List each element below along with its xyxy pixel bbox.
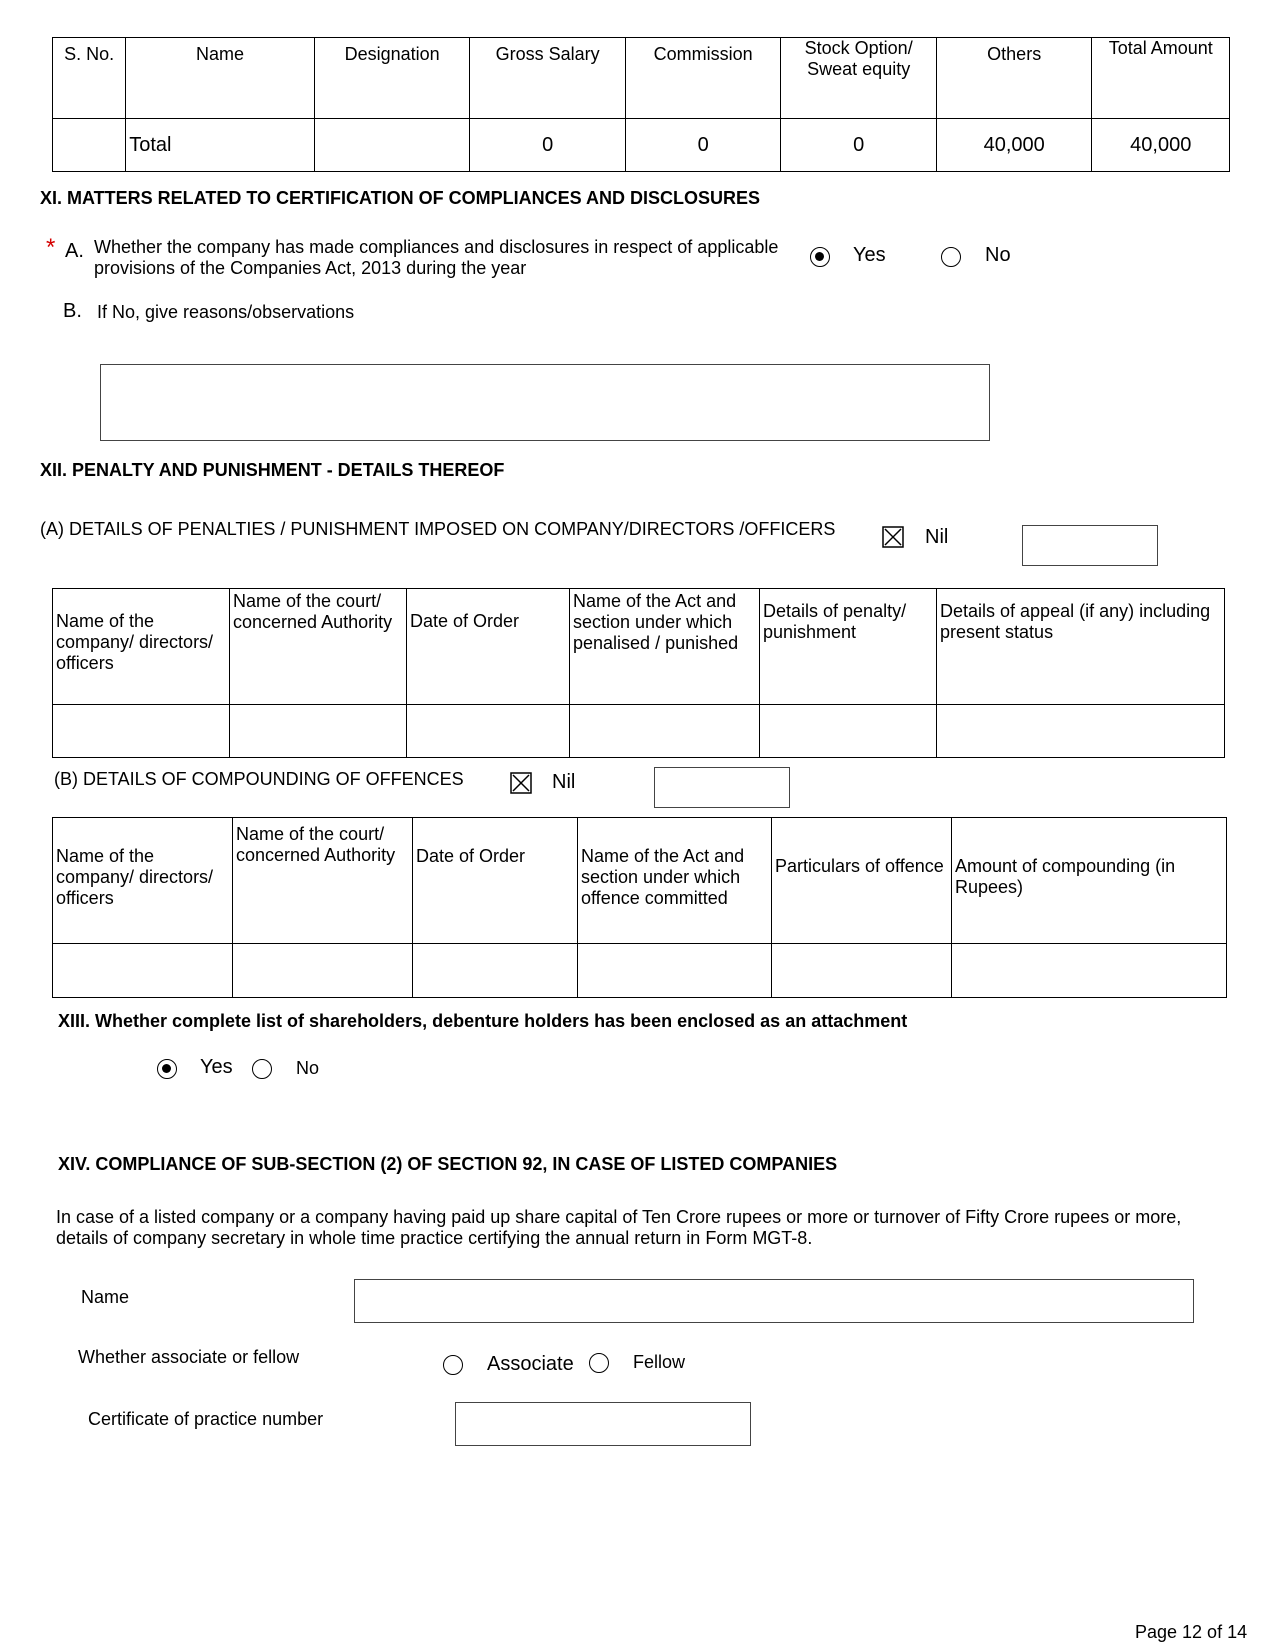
total-gross-salary: 0	[470, 119, 626, 172]
compounding-cell[interactable]	[578, 944, 772, 998]
header-gross-salary: Gross Salary	[470, 38, 626, 119]
xii-a-nil-checkbox[interactable]	[882, 526, 904, 548]
section-xiv-description: In case of a listed company or a company having paid up share capital of Ten Crore rupees or more or turnover of Fifty Crore rupees or more, details of company secretary in whole time practice certifying the annual return in Form MGT-8.	[56, 1207, 1182, 1248]
xiv-cop-field[interactable]	[455, 1402, 751, 1446]
total-commission: 0	[625, 119, 781, 172]
xii-b-title: (B) DETAILS OF COMPOUNDING OF OFFENCES	[54, 769, 464, 789]
xiv-associate-radio[interactable]	[443, 1355, 463, 1375]
penalties-table	[52, 588, 1225, 758]
compounding-header-particulars: Particulars of offence	[772, 818, 952, 944]
compounding-cell[interactable]	[772, 944, 952, 998]
total-stock-option: 0	[781, 119, 937, 172]
xi-a-yes-radio[interactable]	[810, 247, 830, 267]
xii-a-title: (A) DETAILS OF PENALTIES / PUNISHMENT IMPOSED ON COMPANY/DIRECTORS /OFFICERS	[40, 519, 836, 539]
xiv-fellow-label: Fellow	[633, 1352, 686, 1372]
compounding-cell[interactable]	[233, 944, 413, 998]
penalties-cell[interactable]	[230, 705, 407, 758]
xi-a-no-radio[interactable]	[941, 247, 961, 267]
penalties-header-row	[53, 589, 1225, 705]
xiv-associate-fellow-label: Whether associate or fellow	[78, 1347, 300, 1367]
xii-a-count-field[interactable]	[1022, 525, 1158, 566]
total-label: Total	[126, 119, 315, 172]
header-total-amount: Total Amount	[1092, 38, 1230, 119]
xiii-no-label: No	[296, 1058, 320, 1078]
xi-b-reasons-field[interactable]	[100, 364, 990, 441]
xi-b-letter: B.	[63, 300, 82, 322]
xii-b-count-field[interactable]	[654, 767, 790, 808]
compounding-header-row	[53, 818, 1227, 944]
header-designation: Designation	[314, 38, 470, 119]
xii-a-nil-label: Nil	[925, 526, 949, 548]
header-others: Others	[936, 38, 1092, 119]
penalties-header-company: Name of the company/ directors/ officers	[53, 589, 230, 705]
xiv-name-label: Name	[81, 1287, 130, 1307]
header-stock-option: Stock Option/ Sweat equity	[781, 38, 937, 119]
total-amount: 40,000	[1092, 119, 1230, 172]
compounding-header-date: Date of Order	[413, 818, 578, 944]
total-others: 40,000	[936, 119, 1092, 172]
compounding-header-act: Name of the Act and section under which offence committed	[578, 818, 772, 944]
xi-b-label: If No, give reasons/observations	[97, 302, 355, 322]
penalties-header-details: Details of penalty/ punishment	[760, 589, 937, 705]
header-s-no: S. No.	[53, 38, 126, 119]
penalties-header-appeal: Details of appeal (if any) including present status	[937, 589, 1225, 705]
penalties-cell[interactable]	[760, 705, 937, 758]
penalties-header-date: Date of Order	[407, 589, 570, 705]
xi-a-letter: A.	[65, 240, 84, 262]
penalties-cell[interactable]	[53, 705, 230, 758]
header-name: Name	[126, 38, 315, 119]
total-cell-designation	[314, 119, 470, 172]
remuneration-header-row	[53, 38, 1230, 119]
xi-a-question: Whether the company has made compliances and disclosures in respect of applicable provisions of the Companies Act, 2013 during the year	[94, 237, 779, 278]
compounding-cell[interactable]	[952, 944, 1227, 998]
xi-a-no-label: No	[985, 244, 1011, 266]
section-xiv-title: XIV. COMPLIANCE OF SUB-SECTION (2) OF SECTION 92, IN CASE OF LISTED COMPANIES	[58, 1154, 838, 1174]
header-commission: Commission	[625, 38, 781, 119]
compounding-cell[interactable]	[53, 944, 233, 998]
xi-a-yes-label: Yes	[853, 244, 886, 266]
remuneration-total-row	[53, 119, 1230, 172]
remuneration-table	[52, 37, 1230, 172]
compounding-header-company: Name of the company/ directors/ officers	[53, 818, 233, 944]
penalties-header-court: Name of the court/ concerned Authority	[230, 589, 407, 705]
xiv-fellow-radio[interactable]	[589, 1353, 609, 1373]
penalties-cell[interactable]	[937, 705, 1225, 758]
penalties-cell[interactable]	[570, 705, 760, 758]
xiv-cop-label: Certificate of practice number	[88, 1409, 324, 1429]
penalties-empty-row	[53, 705, 1225, 758]
required-mark: *	[46, 234, 56, 261]
section-xi-title: XI. MATTERS RELATED TO CERTIFICATION OF COMPLIANCES AND DISCLOSURES	[40, 188, 761, 208]
section-xiii-title: XIII. Whether complete list of shareholders, debenture holders has been enclosed as an attachment	[58, 1011, 908, 1031]
compounding-cell[interactable]	[413, 944, 578, 998]
compounding-header-amount: Amount of compounding (in Rupees)	[952, 818, 1227, 944]
xiv-associate-label: Associate	[487, 1353, 574, 1375]
section-xii-title: XII. PENALTY AND PUNISHMENT - DETAILS THEREOF	[40, 460, 505, 480]
compounding-empty-row	[53, 944, 1227, 998]
total-cell-sno	[53, 119, 126, 172]
xii-b-nil-checkbox[interactable]	[510, 772, 532, 794]
page-number: Page 12 of 14	[1135, 1622, 1248, 1642]
penalties-header-act: Name of the Act and section under which penalised / punished	[570, 589, 760, 705]
xiii-no-radio[interactable]	[252, 1059, 272, 1079]
xiii-yes-label: Yes	[200, 1056, 233, 1078]
xiii-yes-radio[interactable]	[157, 1059, 177, 1079]
compounding-table	[52, 817, 1227, 998]
xiv-name-field[interactable]	[354, 1279, 1194, 1323]
compounding-header-court: Name of the court/ concerned Authority	[233, 818, 413, 944]
xii-b-nil-label: Nil	[552, 771, 576, 793]
penalties-cell[interactable]	[407, 705, 570, 758]
